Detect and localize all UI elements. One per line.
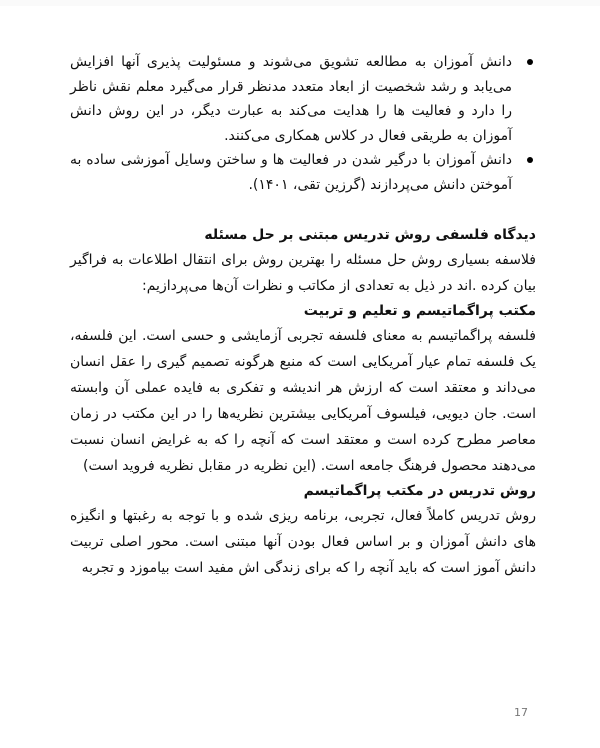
page-number: 17: [514, 706, 528, 719]
bullet-icon: [527, 59, 533, 65]
section-heading: روش تدریس در مکتب پراگماتیسم: [303, 483, 536, 499]
bullet-list: [70, 50, 536, 197]
section-paragraph: فلسفه پراگماتیسم به معنای فلسفه تجربی آزمایشی و حسی است. این فلسفه، یک فلسفه تمام عیار آمریکایی است که منبع هرگونه تصمیم گیری را عقل انسان می‌داند و معتقد است که ارزش هر اندیشه و تفکری به فایده عملی آن وابسته است. جان دیویی، فیلسوف آمریکایی بیشترین نظریه‌ها را در این مکتب در زمان معاصر مطرح کرده است و معتقد است که آنچه را که به غرایض انسان نسبت می‌دهند محصول فرهنگ جامعه است. (این نظریه در مقابل نظریه فروید است): [70, 328, 536, 474]
list-item: [70, 148, 536, 197]
page-content: [70, 50, 536, 581]
bullet-text: دانش آموزان به مطالعه تشویق می‌شوند و مسئولیت پذیری آنها افزایش می‌یابد و رشد شخصیت از ابعاد متعدد مدنظر قرار می‌گیرد معلم نقش ناظر را دارد و فعالیت ها را هدایت می‌کند به عبارت دیگر، در این روش دانش آموزان به طریقی فعال در کلاس همکاری می‌کنند.: [70, 54, 512, 144]
spacer: [70, 197, 536, 223]
section-heading: مکتب پراگماتیسم و تعلیم و تربیت: [303, 303, 536, 319]
bullet-text: دانش آموزان با درگیر شدن در فعالیت ها و ساختن وسایل آموزشی ساده به آموختن دانش می‌پردازند (گرزین تقی، ۱۴۰۱).: [70, 152, 512, 193]
section-paragraph: فلاسفه بسیاری روش حل مسئله را بهترین روش برای انتقال اطلاعات به فراگیر بیان کرده .اند در ذیل به تعدادی از مکاتب و نظرات آن‌ها می‌پردازیم:: [70, 252, 536, 294]
bullet-icon: [527, 157, 533, 163]
section-paragraph: روش تدریس کاملاً فعال، تجربی، برنامه ریزی شده و با توجه به رغبتها و انگیزه های دانش آموزان و بر اساس فعال بودن آنها مبتنی است. محور اصلی تربیت دانش آموز است که باید آنچه را که برای زندگی اش مفید است بیاموزد و تجربه: [70, 508, 536, 576]
section-heading: دیدگاه فلسفی روش تدریس مبتنی بر حل مسئله: [204, 227, 536, 243]
list-item: [70, 50, 536, 148]
top-edge: [0, 0, 600, 6]
